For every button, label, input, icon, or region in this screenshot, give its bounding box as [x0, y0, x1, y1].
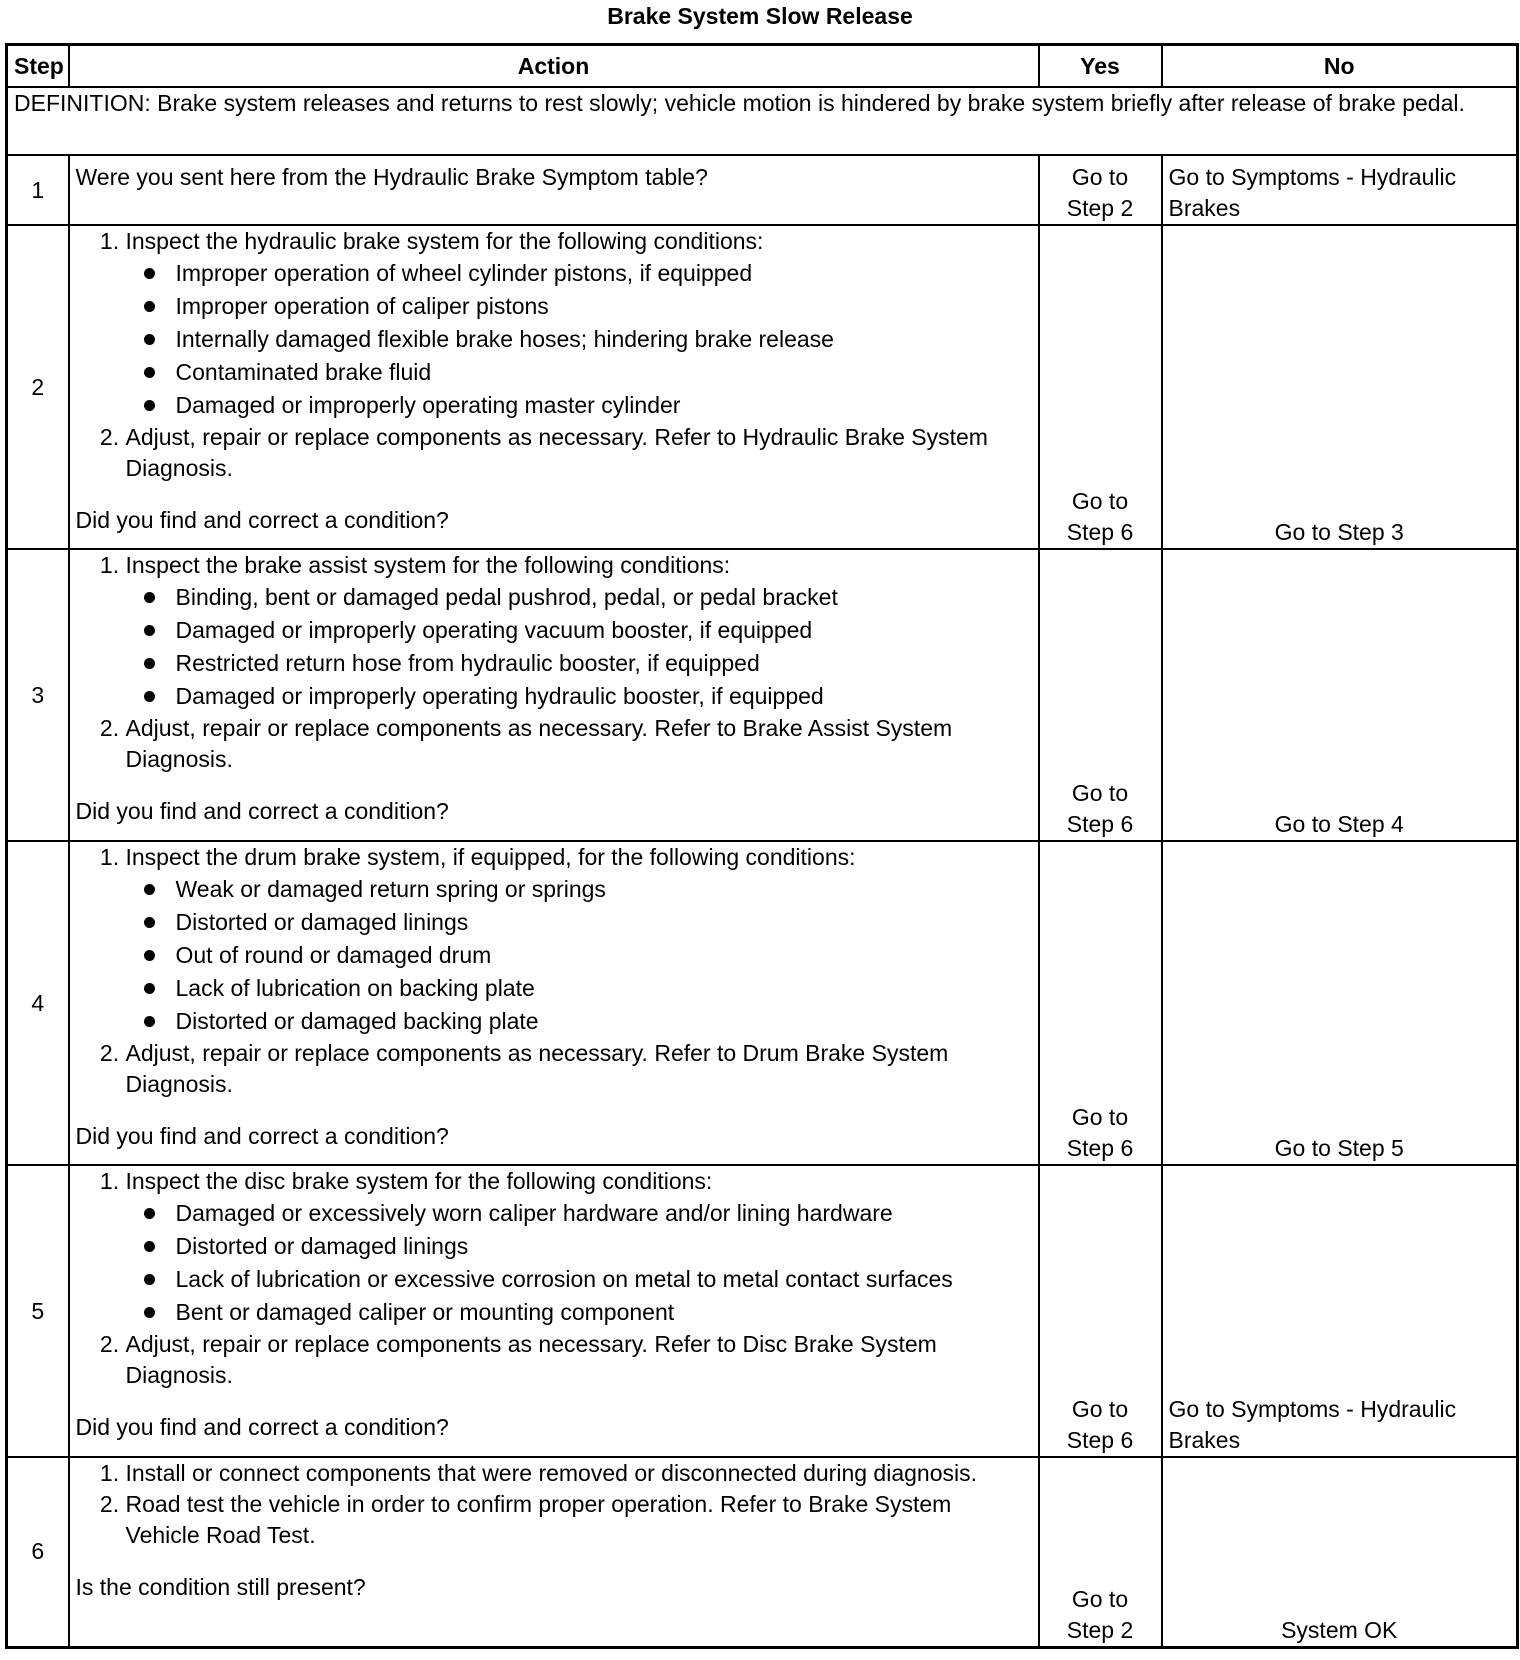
table-row: [7, 841, 1518, 1165]
action-cell: [69, 155, 1039, 225]
no-cell: Go to Symptoms - Hydraulic Brakes: [1162, 1165, 1518, 1457]
condition-item: Distorted or damaged linings: [176, 906, 1032, 939]
condition-item: Damaged or improperly operating master cylinder: [176, 389, 1032, 422]
step-number: 4: [7, 841, 69, 1165]
condition-item: Distorted or damaged backing plate: [176, 1005, 1032, 1038]
condition-list: [126, 257, 1032, 422]
yes-cell: Go to Step 6: [1039, 1165, 1162, 1457]
condition-list: [126, 873, 1032, 1038]
header-action: Action: [69, 45, 1039, 88]
question-text: Is the condition still present?: [75, 1574, 366, 1600]
no-cell: Go to Step 3: [1162, 225, 1518, 549]
table-row: [7, 549, 1518, 841]
condition-item: Damaged or improperly operating vacuum booster, if equipped: [176, 614, 1032, 647]
action-cell: [69, 1457, 1039, 1647]
no-cell: System OK: [1162, 1457, 1518, 1647]
header-yes: Yes: [1039, 45, 1162, 88]
action-cell: [69, 549, 1039, 841]
definition-row: [7, 87, 1518, 155]
definition-text: DEFINITION: Brake system releases and returns to rest slowly; vehicle motion is hindered by brake system briefly after release of brake pedal.: [7, 87, 1518, 155]
condition-item: Weak or damaged return spring or springs: [176, 873, 1032, 906]
action-step: 2. Adjust, repair or replace components as necessary. Refer to Drum Brake System Diagnosis.: [126, 1038, 1032, 1100]
document-title: Brake System Slow Release: [607, 3, 913, 29]
condition-item: Internally damaged flexible brake hoses; hindering brake release: [176, 323, 1032, 356]
header-step: Step: [7, 45, 69, 88]
action-cell: [69, 225, 1039, 549]
condition-item: Lack of lubrication or excessive corrosion on metal to metal contact surfaces: [176, 1263, 1032, 1296]
action-cell: [69, 841, 1039, 1165]
condition-list: [126, 1197, 1032, 1329]
condition-item: Damaged or improperly operating hydraulic booster, if equipped: [176, 680, 1032, 713]
action-step-text: Inspect the hydraulic brake system for the following conditions:: [125, 228, 764, 254]
action-step: [126, 842, 1032, 1038]
diagnostic-table: [5, 43, 1519, 1649]
table-row: [7, 155, 1518, 225]
no-cell: Go to Symptoms - Hydraulic Brakes: [1162, 155, 1518, 225]
no-cell: Go to Step 4: [1162, 549, 1518, 841]
table-row: [7, 1165, 1518, 1457]
table-row: [7, 225, 1518, 549]
step-number: 5: [7, 1165, 69, 1457]
condition-item: Distorted or damaged linings: [176, 1230, 1032, 1263]
table-row: [7, 1457, 1518, 1647]
question-text: Did you find and correct a condition?: [75, 1123, 449, 1149]
action-step-text: Inspect the disc brake system for the following conditions:: [125, 1168, 713, 1194]
action-step: [126, 1166, 1032, 1329]
question-text: Did you find and correct a condition?: [75, 507, 449, 533]
condition-item: Binding, bent or damaged pedal pushrod, pedal, or pedal bracket: [176, 581, 1032, 614]
action-steps: [76, 550, 1032, 775]
condition-item: Bent or damaged caliper or mounting component: [176, 1296, 1032, 1329]
step-number: 6: [7, 1457, 69, 1647]
yes-cell: Go to Step 6: [1039, 225, 1162, 549]
action-steps: [76, 1458, 1032, 1551]
condition-item: Improper operation of wheel cylinder pistons, if equipped: [176, 257, 1032, 290]
action-step: 2. Road test the vehicle in order to confirm proper operation. Refer to Brake System Vehicle Road Test.: [126, 1489, 1032, 1551]
header-row: [7, 45, 1518, 88]
question-text: Did you find and correct a condition?: [75, 798, 449, 824]
action-steps: [76, 842, 1032, 1100]
no-cell: Go to Step 5: [1162, 841, 1518, 1165]
condition-item: Improper operation of caliper pistons: [176, 290, 1032, 323]
question-text: Did you find and correct a condition?: [75, 1414, 449, 1440]
step-number: 2: [7, 225, 69, 549]
yes-cell: Go to Step 6: [1039, 841, 1162, 1165]
condition-item: Contaminated brake fluid: [176, 356, 1032, 389]
condition-item: Restricted return hose from hydraulic booster, if equipped: [176, 647, 1032, 680]
condition-item: Lack of lubrication on backing plate: [176, 972, 1032, 1005]
yes-cell: Go to Step 6: [1039, 549, 1162, 841]
step-number: 1: [7, 155, 69, 225]
yes-cell: Go to Step 2: [1039, 155, 1162, 225]
action-step: 1. Install or connect components that were removed or disconnected during diagnosis.: [126, 1458, 1032, 1489]
condition-item: Damaged or excessively worn caliper hardware and/or lining hardware: [176, 1197, 1032, 1230]
action-step-text: Inspect the drum brake system, if equipped, for the following conditions:: [125, 844, 856, 870]
action-step: 2. Adjust, repair or replace components as necessary. Refer to Brake Assist System Diagnosis.: [126, 713, 1032, 775]
header-no: No: [1162, 45, 1518, 88]
step-number: 3: [7, 549, 69, 841]
condition-item: Out of round or damaged drum: [176, 939, 1032, 972]
action-step: [126, 226, 1032, 422]
action-step: 2. Adjust, repair or replace components as necessary. Refer to Disc Brake System Diagnosis.: [126, 1329, 1032, 1391]
question-text: Were you sent here from the Hydraulic Brake Symptom table?: [75, 164, 708, 190]
action-step: [126, 550, 1032, 713]
action-cell: [69, 1165, 1039, 1457]
action-steps: [76, 1166, 1032, 1391]
action-step: 2. Adjust, repair or replace components as necessary. Refer to Hydraulic Brake System Diagnosis.: [126, 422, 1032, 484]
action-step-text: Inspect the brake assist system for the following conditions:: [125, 552, 731, 578]
action-steps: [76, 226, 1032, 484]
condition-list: [126, 581, 1032, 713]
yes-cell: Go to Step 2: [1039, 1457, 1162, 1647]
